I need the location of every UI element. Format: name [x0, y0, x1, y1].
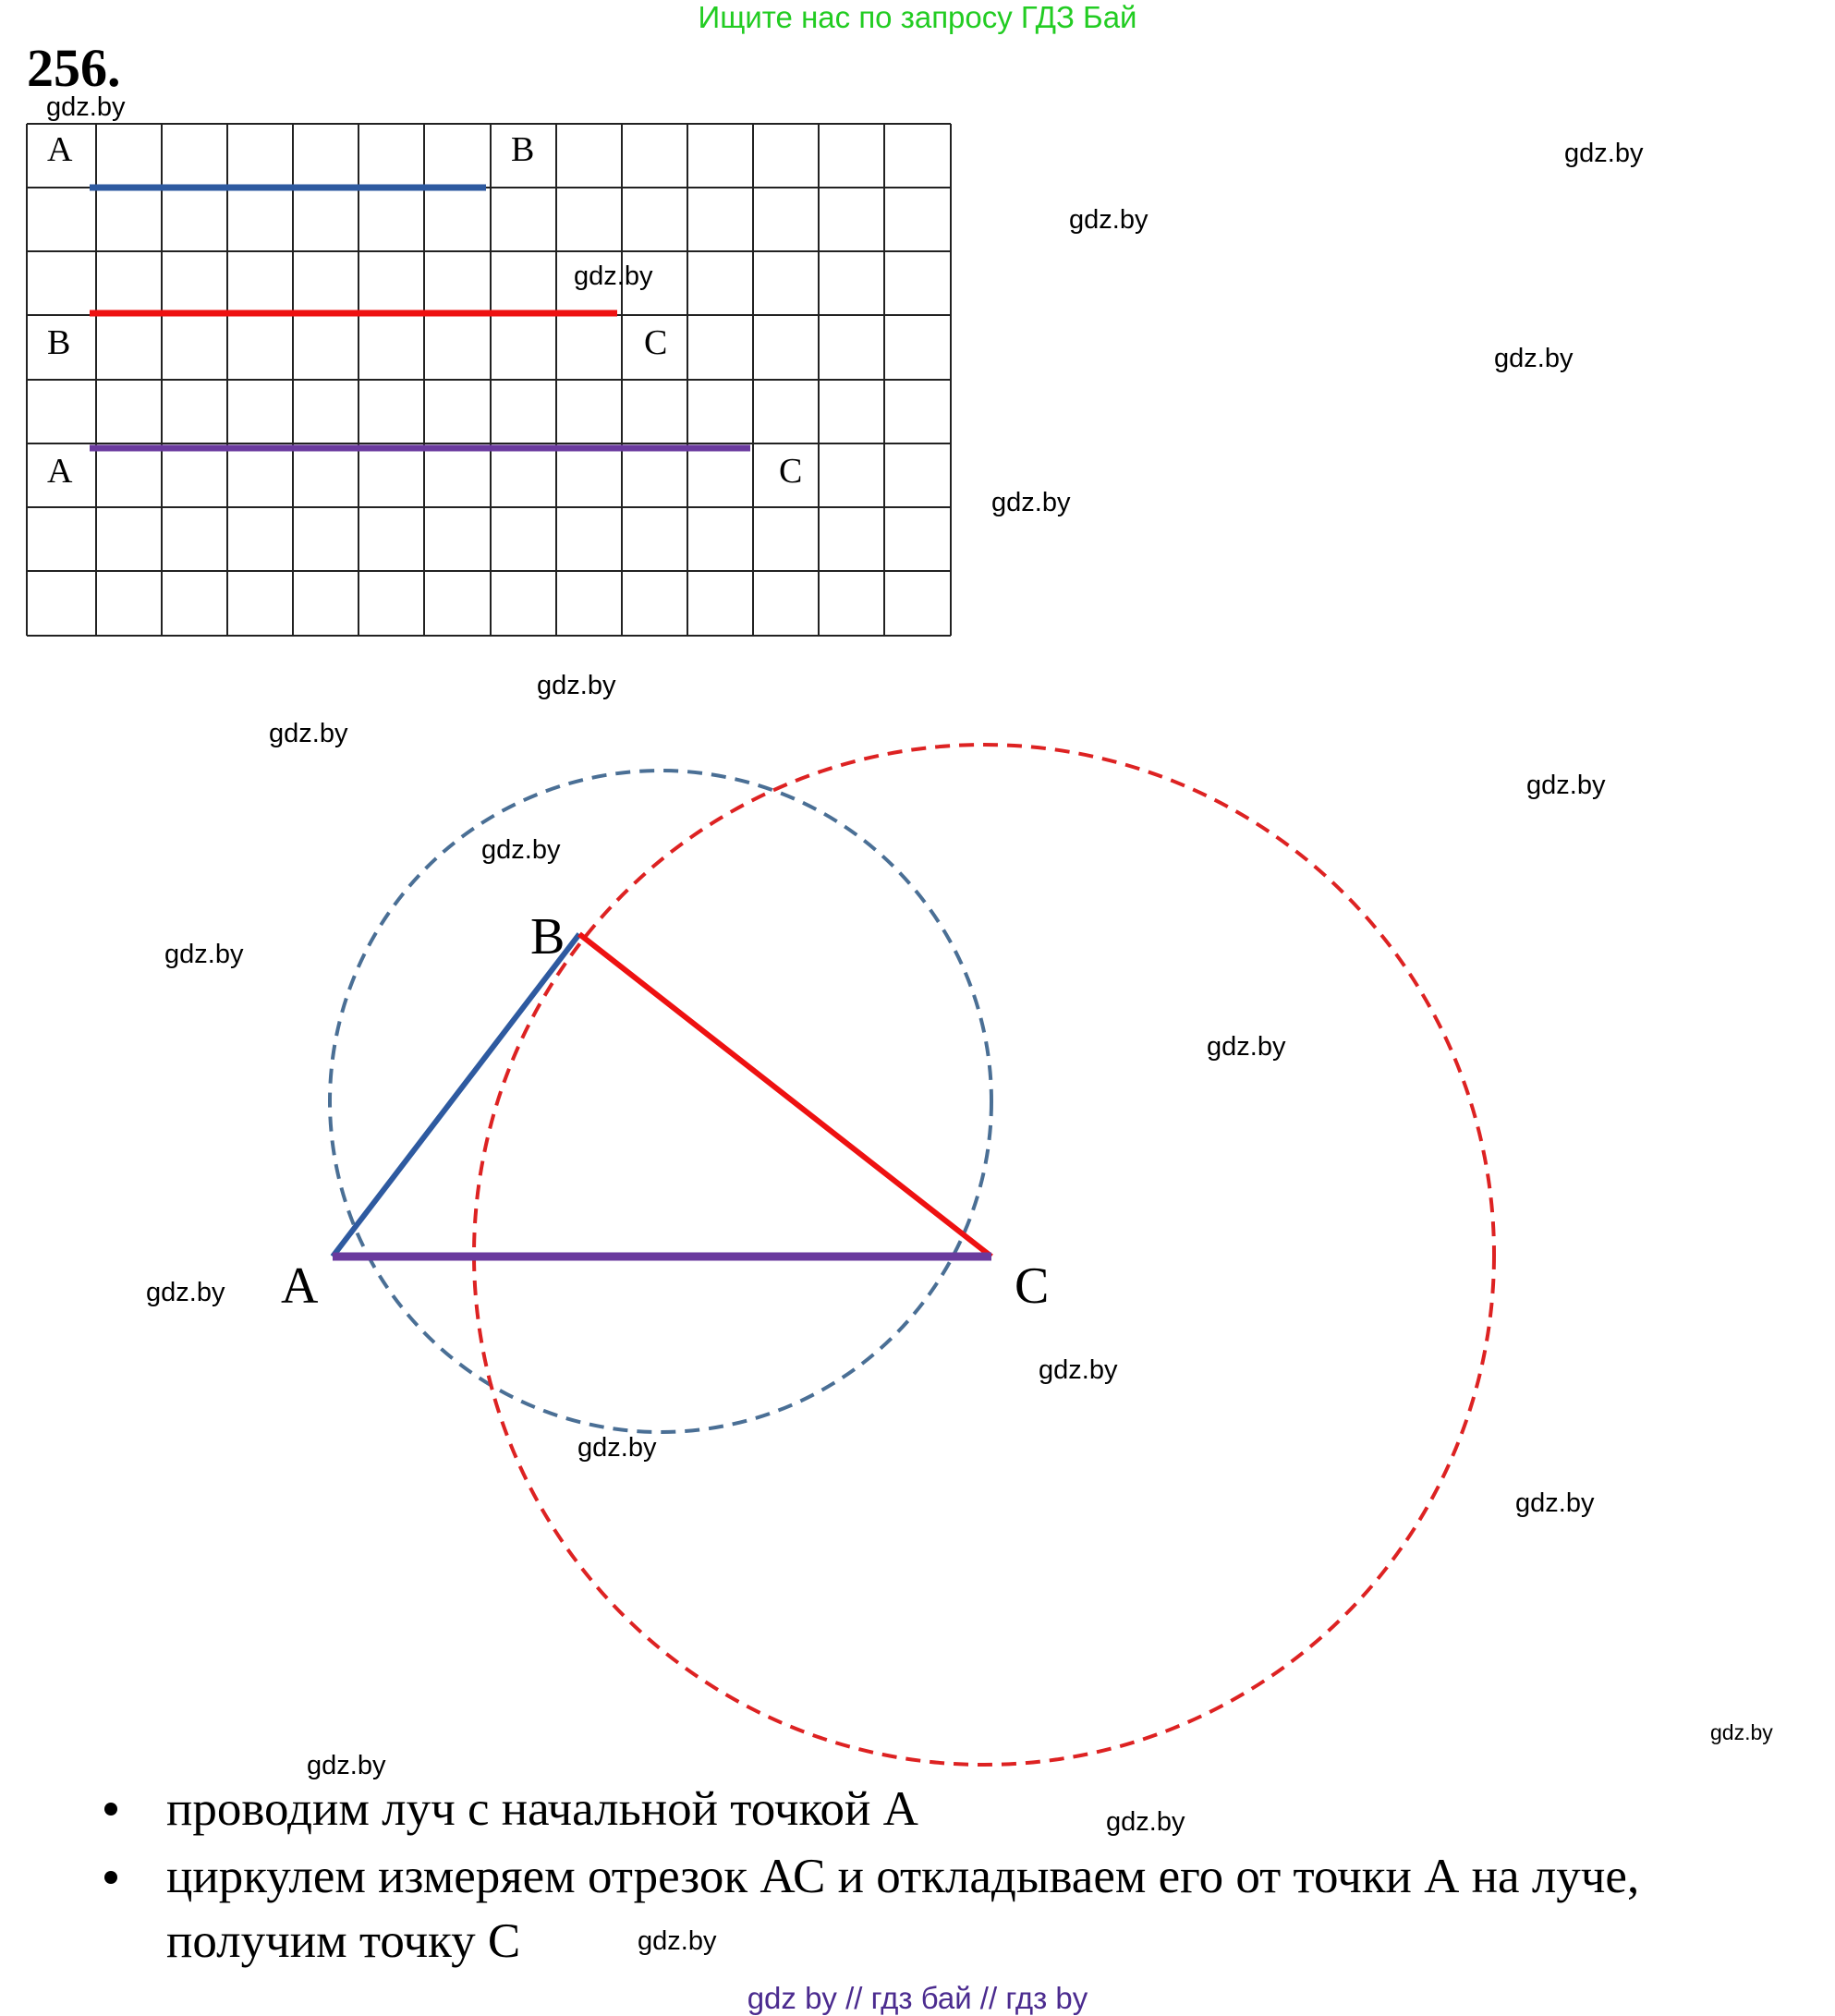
- side-ab: [333, 934, 579, 1257]
- grid-label-a2: A: [47, 452, 73, 491]
- step-2-continuation: получим точку С: [166, 1914, 521, 1968]
- watermark: gdz.by: [1069, 205, 1148, 235]
- watermark: gdz.by: [46, 92, 126, 122]
- watermark: gdz.by: [1710, 1720, 1773, 1744]
- step-1: проводим луч с начальной точкой А: [166, 1782, 918, 1836]
- top-banner: Ищите нас по запросу ГДЗ Бай: [698, 0, 1137, 34]
- footer-links[interactable]: gdz by // гдз бай // гдз by: [747, 1981, 1088, 2015]
- bullet-dot-1: [104, 1803, 117, 1816]
- watermark: gdz.by: [1207, 1032, 1286, 1062]
- grid-label-b2: B: [47, 323, 71, 362]
- watermark: gdz.by: [481, 835, 561, 865]
- watermark: gdz.by: [1039, 1355, 1118, 1385]
- circle-small-dashed: [330, 771, 991, 1432]
- side-bc: [579, 934, 991, 1257]
- watermark: gdz.by: [164, 940, 244, 969]
- grid-label-c1: C: [644, 323, 668, 362]
- watermark: gdz.by: [638, 1926, 717, 1956]
- watermark: gdz.by: [574, 261, 653, 291]
- watermark: gdz.by: [1526, 771, 1606, 800]
- watermark: gdz.by: [537, 671, 616, 700]
- watermark: gdz.by: [1564, 139, 1644, 168]
- grid-label-a1: A: [47, 130, 73, 169]
- grid-label-c2: C: [779, 452, 803, 491]
- watermark: gdz.by: [269, 719, 348, 748]
- watermark: gdz.by: [1106, 1807, 1185, 1837]
- point-label-b: B: [530, 908, 565, 965]
- watermark: gdz.by: [146, 1278, 225, 1307]
- point-label-a: A: [281, 1257, 319, 1315]
- watermark: gdz.by: [307, 1751, 386, 1780]
- bullet-dot-2: [104, 1871, 117, 1884]
- grid-label-b1: B: [511, 130, 535, 169]
- step-2: циркулем измеряем отрезок АС и откладываем его от точки А на луче,: [166, 1850, 1640, 1903]
- watermark: gdz.by: [991, 488, 1071, 517]
- task-number: 256.: [27, 38, 121, 98]
- watermark: gdz.by: [577, 1433, 657, 1463]
- point-label-c: C: [1015, 1257, 1050, 1315]
- watermark: gdz.by: [1515, 1488, 1595, 1518]
- watermark: gdz.by: [1494, 344, 1574, 373]
